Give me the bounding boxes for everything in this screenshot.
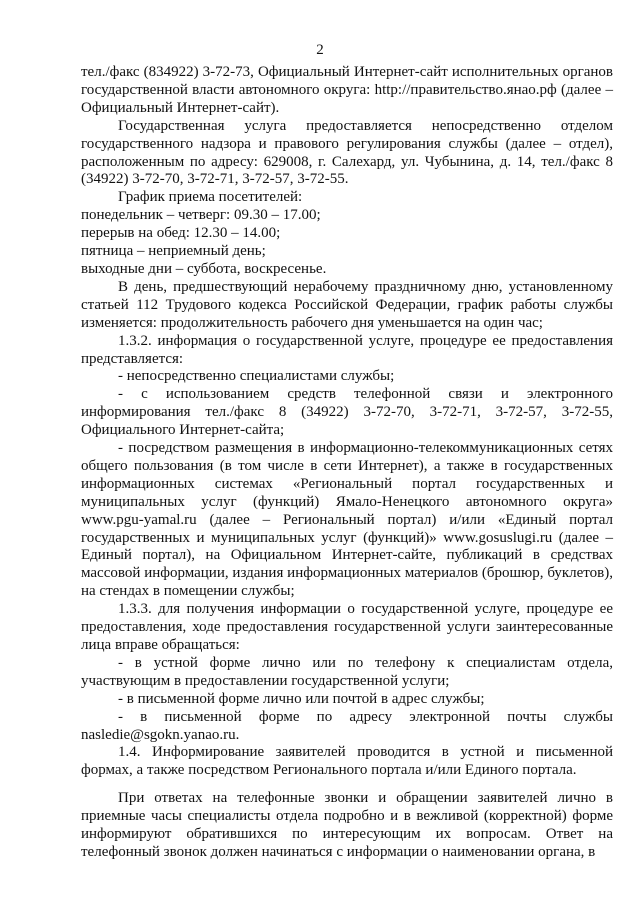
schedule-line-friday: пятница – неприемный день;: [81, 243, 266, 260]
list-item-portals: - посредством размещения в информационно-телекоммуникационных сетях общего пользования (в том числе в сети Интернет), а также в государственных информационных системах «Региональный портал государственных и муниципальных услуг (функций) Ямало-Ненецкого автономного округа» www.pgu-yamal.ru (далее – Региональный портал) и/или «Единый портал государственных и муниципальных услуг (функций)» www.gosuslugi.ru (далее – Единый портал), на Официальном Интернет-сайте, публикаций в средствах массовой информации, издания информационных материалов (брошюр, буклетов), на стендах в помещении службы;: [81, 440, 613, 600]
schedule-line-weekend: выходные дни – суббота, воскресенье.: [81, 260, 327, 277]
list-item-telephone: - с использованием средств телефонной связи и электронного информирования тел./факс 8 (34922) 3-72-70, 3-72-71, 3-72-57, 3-72-55, Официального Интернет-сайта;: [81, 386, 613, 439]
paragraph-service-department: Государственная услуга предоставляется непосредственно отделом государственного надзора и правового регулирования службы (далее – отдел), расположенным по адресу: 629008, г. Салехард, ул. Чубынина, д. 14, тел./факс 8 (34922) 3-72-70, 3-72-71, 3-72-57, 3-72-55.: [81, 117, 613, 188]
list-item-oral-form: - в устной форме лично или по телефону к специалистам отдела, участвующим в предоставлении государственной услуги;: [81, 654, 613, 689]
paragraph-1-3-3: 1.3.3. для получения информации о государственной услуге, процедуре ее предоставления, ходе предоставления государственной услуги заинтересованные лица вправе обращаться:: [81, 601, 613, 653]
paragraph-phone-answers: При ответах на телефонные звонки и обращении заявителей лично в приемные часы специалисты отдела подробно и в вежливой (корректной) форме информируют обратившихся по интересующим их вопросам. Ответ на телефонный звонок должен начинаться с информации о наименовании органа, в: [81, 790, 613, 860]
paragraph-1-3-2: 1.3.2. информация о государственной услуге, процедуре ее предоставления представляется:: [81, 332, 613, 367]
document-body: [81, 64, 613, 862]
schedule-line-weekdays: понедельник – четверг: 09.30 – 17.00;: [81, 207, 321, 224]
list-item-email-form: - в письменной форме по адресу электронной почты службы nasledie@sgokn.yanao.ru.: [81, 708, 613, 743]
paragraph-contacts-website: тел./факс (834922) 3-72-73, Официальный Интернет-сайт исполнительных органов государственной власти автономного округа: http://правительство.янао.рф (далее – Официальный Интернет-сайт).: [81, 64, 613, 116]
schedule-line-lunch: перерыв на обед: 12.30 – 14.00;: [81, 225, 281, 242]
page-number: 2: [316, 42, 324, 58]
paragraph-1-4: 1.4. Информирование заявителей проводится в устной и письменной формах, а также посредством Регионального портала и/или Единого портала.: [81, 744, 613, 779]
list-item-specialists: - непосредственно специалистами службы;: [118, 368, 395, 385]
paragraph-holiday-schedule: В день, предшествующий нерабочему праздничному дню, установленному статьей 112 Трудового кодекса Российской Федерации, график работы службы изменяется: продолжительность рабочего дня уменьшается на один час;: [81, 278, 613, 331]
list-item-written-form: - в письменной форме лично или почтой в адрес службы;: [118, 690, 485, 707]
paragraph-schedule-heading: График приема посетителей:: [118, 189, 303, 206]
